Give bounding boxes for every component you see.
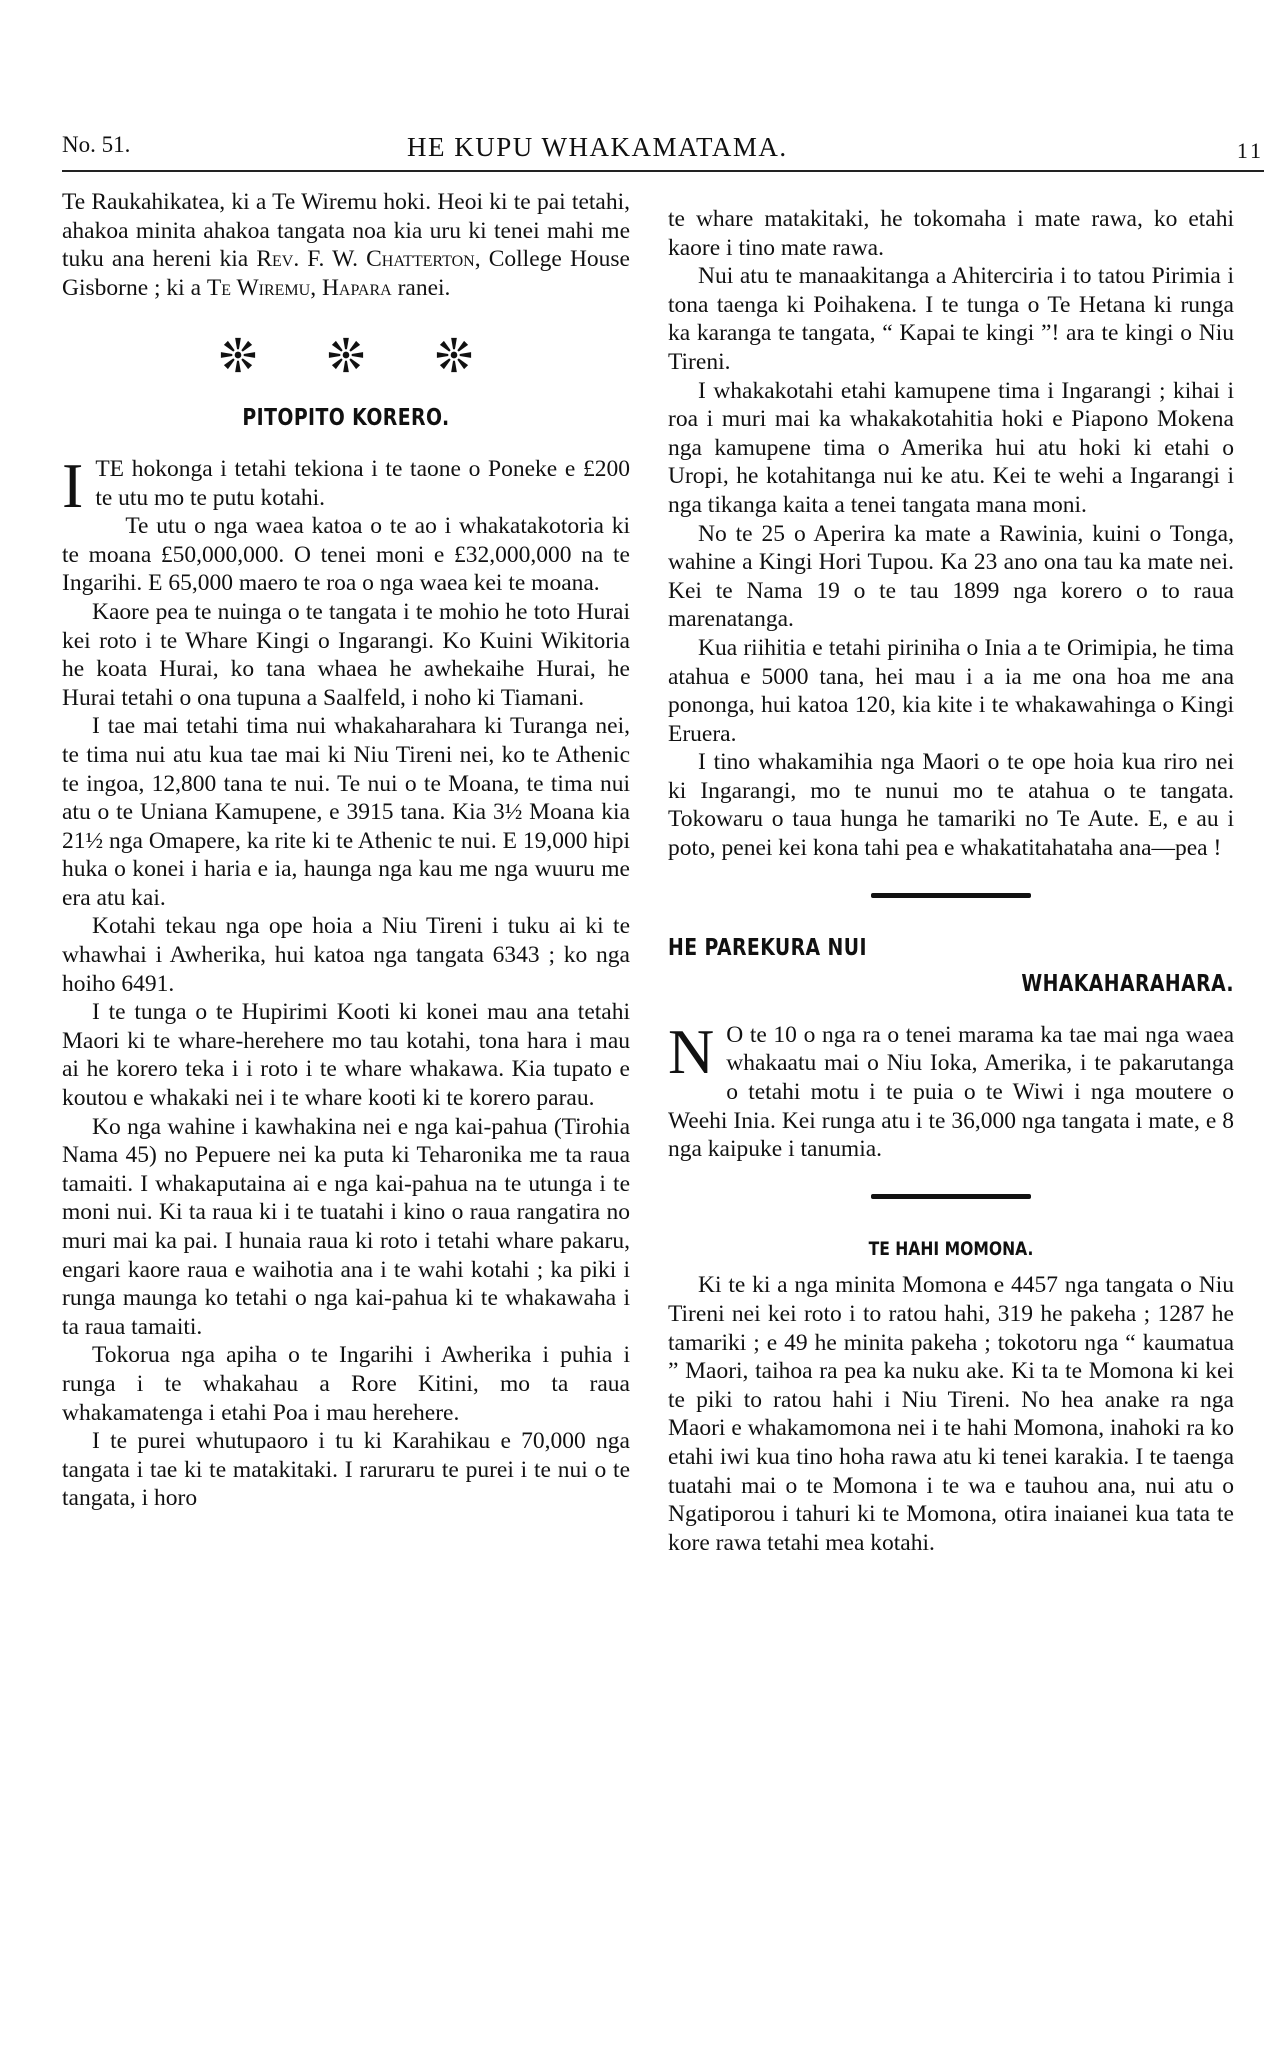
news-paragraph-7: Ko nga wahine i kawhakina nei e nga kai-pahua (Tirohia Nama 45) no Pepuere nei ka puta ki Teharonika me ta raua tamaiti. I whakaputaina ai e nga kai-pahua na te utunga i te moni nui. Ki ta raua ki i te tuatahi i kino o raua rangatira no muri mai ka pai. I hunaia raua ki roto i tetahi whare pakaru, engari kaore raua e waihotia ana i te wahi kotahi ; ka piki i runga maunga ko tetahi o nga kai-pahua ki te whakawaha i ta raua tamaiti. xyxy=(62,1113,630,1340)
momona-paragraph: Ki te ki a nga minita Momona e 4457 nga tangata o Niu Tireni nei kei roto i to ratou hahi, 319 he pakeha ; 1287 he tamariki ; e 49 he minita pakeha ; tokotoru nga “ kaumatua ” Maori, taihoa ra pea ka nuku ake. Ki ta te Momona ki kei te piki to ratou hahi i Niu Tireni. No hea anake ra nga Maori e whakamomona nei i te hahi Momona, inahoki ra ko etahi iwi kua tino hoha rawa atu ki tenei karakia. I te taenga tuatahi mai o te Momona i te wa e tauhou ana, nui atu o Ngatiporou i tahuri ki te Momona, otira inaianei kua tata te kore rawa tetahi mea kotahi. xyxy=(668,1272,1234,1556)
issue-number: No. 51. xyxy=(62,132,131,157)
asterism-flower-ornament-icon xyxy=(435,336,473,374)
parekura-paragraph xyxy=(668,1015,1234,1164)
asterism-flower-ornament-icon xyxy=(219,336,257,374)
news-paragraph-14: I tino whakamihia nga Maori o te ope hoia kua riro nei ki Ingarangi, mo te nunui mo te atahua o te tangata. Tokowaru o taua hunga he tamariki no Te Aute. E, e au i poto, penei kei kona tahi pea e whakatitahataha ana—pea ! xyxy=(668,749,1234,862)
paragraph-text: O te 10 o nga ra o tenei marama ka tae mai nga waea whakaatu mai o Niu Ioka, Amerika, i te pakarutanga o tetahi motu i te puia o te Wiwi i nga moutere o Weehi Inia. Kei runga atu i te 36,000 nga tangata i mate, e 8 nga kaipuke i tanumia. xyxy=(668,1021,1234,1163)
intro-text-2: College House Gisborne ; ki a xyxy=(62,246,630,301)
running-head xyxy=(62,130,1264,172)
intro-text: Te Raukahikatea, ki a Te Wiremu hoki. Heoi ki te pai tetahi, ahakoa minita ahakoa tangata noa kia uru ki tenei mahi me tuku ana hereni kia xyxy=(62,189,630,273)
news-paragraph-11: I whakakotahi etahi kamupene tima i Ingarangi ; kihai i roa i muri mai ka whakakotahitia hoki e Piapono Mokena nga kamupene tima o Amerika hui atu hoki ki etahi o Uropi, he kotahitanga nui ke atu. Kei te wehi a Ingarangi i nga tikanga kaita a tenei tangata mana moni. xyxy=(668,377,1234,518)
intro-paragraph xyxy=(62,188,630,302)
news-paragraph-3: Kaore pea te nuinga o te tangata i te mohio he toto Hurai kei roto i te Whare Kingi o Ingarangi. Ko Kuini Wikitoria he koata Hurai, ko tana whaea he awhekaihe Hurai, he Hurai tetahi o ona tupuna a Saalfeld, i noho ki Tiamani. xyxy=(62,598,630,711)
left-column xyxy=(62,188,630,1513)
paragraph-text: TE hokonga i tetahi tekiona i te taone o Poneke e £200 te utu mo te putu kotahi. xyxy=(95,455,630,511)
news-paragraph-9: I te purei whutupaoro i tu ki Karahikau e 70,000 nga tangata i tae ki te matakitaki. I raruraru te purei i te nui o te tangata, i horo xyxy=(62,1428,630,1512)
heading-line-1: HE PAREKURA NUI xyxy=(668,934,867,961)
publication-title: HE KUPU WHAKAMATAMA. xyxy=(407,132,788,162)
news-paragraph-continued: te whare matakitaki, he tokomaha i mate rawa, ko etahi kaore i tino mate rawa. xyxy=(668,206,1234,261)
section-heading-parekura xyxy=(668,934,1234,999)
drop-cap-n: N xyxy=(668,1015,715,1087)
intro-name-wiremu: Te Wiremu, Hapara xyxy=(206,274,392,301)
section-divider-rule xyxy=(871,893,1031,898)
asterism-ornaments xyxy=(62,336,630,374)
news-paragraph-6: I te tunga o te Hupirimi Kooti ki konei mau ana tetahi Maori ki te whare-herehere mo tau kotahi, tona hara i mau ai he korero teka i i roto i te whare whakawa. Kia tupato e koutou e whakaki nei i te whare kooti ki te korero parau. xyxy=(62,999,630,1112)
asterism-flower-ornament-icon xyxy=(327,336,365,374)
news-paragraph-10: Nui atu te manaakitanga a Ahiterciria i to tatou Pirimia i tona taenga ki Poihakena. I te tunga o Te Hetana ki runga ka karanga te tangata, “ Kapai te kingi ”! ara te kingi o Niu Tireni. xyxy=(668,263,1234,375)
news-paragraph-4: I tae mai tetahi tima nui whakaharahara ki Turanga nei, te tima nui atu kua tae mai ki Niu Tireni nei, ko te Athenic te ingoa, 12,800 tana te nui. Te nui o te Moana, te tima nui atu o te Uniana Kamupene, e 3915 tana. Kia 3½ Moana kia 21½ nga Omapere, ka rite ki te Athenic te nui. E 19,000 hipi huka o konei i haria e ia, haunga nga kau me nga wuuru me era atu kai. xyxy=(62,713,630,911)
section-heading-hahi-momona: TE HAHI MOMONA. xyxy=(868,1237,1034,1260)
section-heading-pitopito-korero: PITOPITO KORERO. xyxy=(242,405,450,432)
section-divider-rule xyxy=(871,1194,1031,1199)
news-paragraph-2: Te utu o nga waea katoa o te ao i whakatakotoria ki te moana £50,000,000. O tenei moni e £32,000,000 na te Ingarihi. E 65,000 maero te roa o nga waea kei te moana. xyxy=(62,513,630,597)
heading-line-2: WHAKAHARAHARA. xyxy=(1021,971,1234,998)
news-paragraph-13: Kua riihitia e tetahi piriniha o Inia a te Orimipia, he tima atahua e 5000 tana, hei mau i a ia me ona hoa me ana pononga, hui katoa 120, kia kite i te whakawahinga o Kingi Eruera. xyxy=(668,634,1234,747)
intro-name-chatterton: Rev. F. W. Chatterton, xyxy=(256,246,481,273)
news-paragraph-5: Kotahi tekau nga ope hoia a Niu Tireni i tuku ai ki te whawhai i Awherika, hui katoa nga tangata 6343 ; ko nga hoiho 6491. xyxy=(62,913,630,997)
page-number: 11 xyxy=(1236,138,1264,163)
news-paragraph-8: Tokorua nga apiha o te Ingarihi i Awherika i puhia i runga i te whakahau a Rore Kitini, mo ta raua whakamatenga i etahi Poa i mau herehere. xyxy=(62,1342,630,1426)
news-paragraph-12: No te 25 o Aperira ka mate a Rawinia, kuini o Tonga, wahine a Kingi Hori Tupou. Ka 23 ano ona tau ka mate nei. Kei te Nama 19 o te tau 1899 nga korero o to raua marenatanga. xyxy=(668,520,1234,633)
right-column xyxy=(668,205,1234,1557)
intro-text-3: ranei. xyxy=(391,274,451,301)
news-paragraph-1 xyxy=(62,449,630,521)
drop-cap-i: I xyxy=(62,449,84,521)
